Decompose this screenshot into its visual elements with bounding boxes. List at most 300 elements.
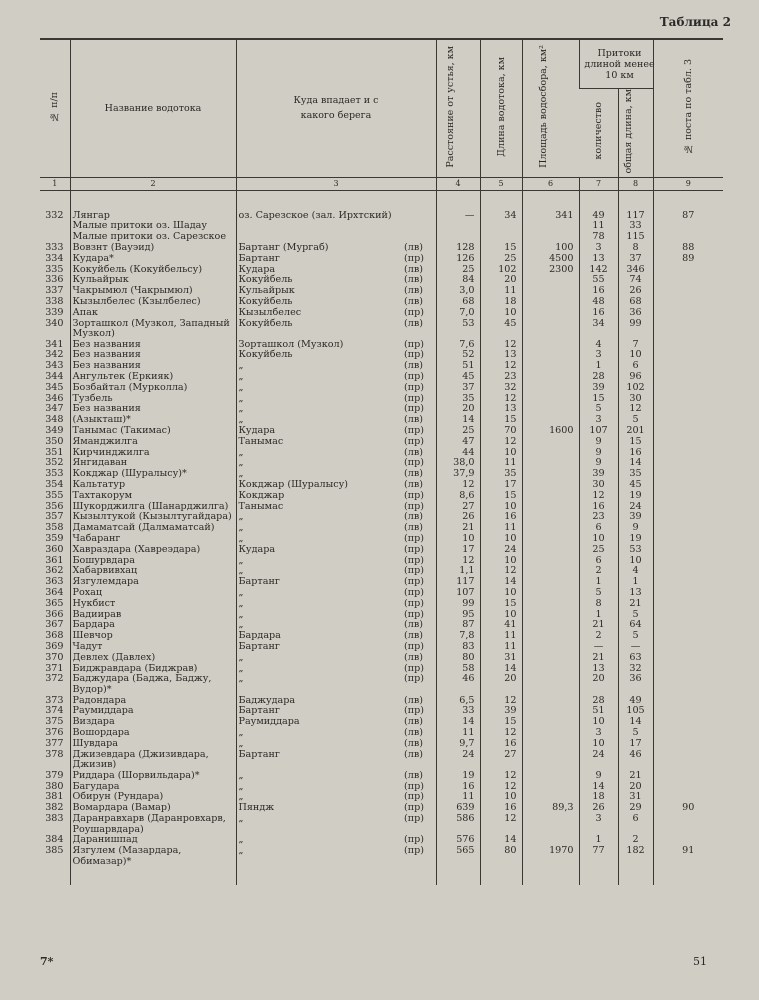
basin-area [522, 491, 579, 502]
river-name: Кокджар (Шуралысу)* [70, 469, 236, 480]
basin-area [522, 319, 579, 340]
tributary-length: 49 [618, 696, 653, 707]
basin-area [522, 221, 579, 232]
river-name: Кокуйбель (Кокуйбельсу) [70, 265, 236, 276]
table-row [40, 383, 723, 394]
bank-side: (пр) [404, 802, 425, 814]
table-row [40, 653, 723, 664]
distance-from-mouth: 21 [436, 523, 480, 534]
row-number: 361 [45, 554, 64, 566]
river-name: Тахтакорум [70, 491, 236, 502]
tributary-count: 10 [579, 739, 618, 750]
row-number: 357 [45, 511, 64, 523]
row-number: 373 [45, 694, 64, 706]
river-name: Риддара (Шорвильдара)* [70, 771, 236, 782]
table-row [40, 404, 723, 415]
tributary-length: 68 [618, 297, 653, 308]
river-name: Чакрымюл (Чакрымюл) [70, 286, 236, 297]
post-number [653, 297, 723, 308]
table-row [40, 599, 723, 610]
tributary-length: 64 [618, 620, 653, 631]
mouth-river: Бартанг [236, 642, 404, 653]
row-number: 380 [45, 780, 64, 792]
mouth-river: Бартанг [236, 254, 404, 265]
mouth-river: Кокуйбель [236, 275, 404, 286]
tributary-count: 23 [579, 512, 618, 523]
river-length: 15 [480, 243, 522, 254]
tributary-length: 7 [618, 340, 653, 351]
table-body [40, 190, 723, 885]
tributary-length: 10 [618, 556, 653, 567]
tributary-length: 29 [618, 803, 653, 814]
colnum-3: 3 [236, 177, 436, 190]
mouth-river: „ [236, 523, 404, 534]
tributary-count: 3 [579, 415, 618, 426]
basin-area [522, 556, 579, 567]
river-length: 10 [480, 556, 522, 567]
tributary-count: 2 [579, 631, 618, 642]
mouth-river: Бардара [236, 631, 404, 642]
post-number [653, 566, 723, 577]
post-number [653, 782, 723, 793]
mouth-river: Кульайрык [236, 286, 404, 297]
basin-area [522, 566, 579, 577]
distance-from-mouth: 1,1 [436, 566, 480, 577]
table-row [40, 566, 723, 577]
bank-side: (пр) [404, 554, 425, 566]
distance-from-mouth: 44 [436, 448, 480, 459]
basin-area [522, 480, 579, 491]
distance-from-mouth: 58 [436, 664, 480, 675]
basin-area [522, 275, 579, 286]
basin-area [522, 361, 579, 372]
tributary-count: 9 [579, 448, 618, 459]
colnum-8: 8 [618, 177, 653, 190]
row-number: 362 [45, 565, 64, 577]
distance-from-mouth: 7,8 [436, 631, 480, 642]
river-length: 12 [480, 814, 522, 835]
basin-area [522, 717, 579, 728]
basin-area: 4500 [522, 254, 579, 265]
tributary-count: 13 [579, 664, 618, 675]
row-number: 341 [45, 338, 64, 350]
bank-side: (лв) [404, 468, 423, 480]
mouth-river: „ [236, 448, 404, 459]
mouth-river [236, 221, 404, 232]
table-row [40, 717, 723, 728]
post-number [653, 415, 723, 426]
colnum-5: 5 [480, 177, 522, 190]
basin-area [522, 706, 579, 717]
row-number: 378 [45, 748, 64, 760]
tributary-count: 34 [579, 319, 618, 340]
tributary-length: 20 [618, 782, 653, 793]
river-length: 27 [480, 750, 522, 771]
river-length: 10 [480, 610, 522, 621]
table-row [40, 545, 723, 556]
distance-from-mouth: 83 [436, 642, 480, 653]
post-number [653, 350, 723, 361]
river-name: Кызылбелес (Кзылбелес) [70, 297, 236, 308]
mouth-river: Кокджар [236, 491, 404, 502]
tributary-length: 21 [618, 771, 653, 782]
tributary-length: 37 [618, 254, 653, 265]
bank-side [404, 221, 436, 232]
bank-side: (лв) [404, 630, 423, 642]
header-post: № поста по табл. 3 [653, 39, 723, 177]
colnum-9: 9 [653, 177, 723, 190]
mouth-river: „ [236, 653, 404, 664]
distance-from-mouth: 95 [436, 610, 480, 621]
river-name: Лянгар [70, 211, 236, 222]
basin-area [522, 308, 579, 319]
row-number: 356 [45, 500, 64, 512]
row-number: 385 [45, 844, 64, 856]
distance-from-mouth: 8,6 [436, 491, 480, 502]
basin-area: 2300 [522, 265, 579, 276]
row-number: 333 [45, 241, 64, 253]
post-number: 91 [653, 846, 723, 867]
distance-from-mouth: 87 [436, 620, 480, 631]
post-number [653, 404, 723, 415]
row-number: 343 [45, 360, 64, 372]
distance-from-mouth: 84 [436, 275, 480, 286]
bank-side: (пр) [404, 533, 425, 545]
bank-side: (лв) [404, 241, 423, 253]
header-mouth: Куда впадает и с какого берега [236, 39, 436, 177]
river-name: Шевчор [70, 631, 236, 642]
tributary-length: 346 [618, 265, 653, 276]
basin-area: 341 [522, 211, 579, 222]
row-number: 369 [45, 641, 64, 652]
table-row [40, 620, 723, 631]
table-row [40, 448, 723, 459]
mouth-river: „ [236, 664, 404, 675]
distance-from-mouth: 47 [436, 437, 480, 448]
river-name: Джизевдара (Джизивдара, Джизив) [70, 750, 236, 771]
tributary-count: 49 [579, 211, 618, 222]
river-length: 10 [480, 588, 522, 599]
signature-mark: 7* [40, 955, 54, 968]
header-length: Длина водотока, км [480, 39, 522, 177]
river-name: Ангультек (Еркияк) [70, 372, 236, 383]
row-number: 367 [45, 619, 64, 631]
row-number: 345 [45, 381, 64, 393]
river-name: Хабарвивхац [70, 566, 236, 577]
post-number [653, 642, 723, 653]
tributary-length: 14 [618, 717, 653, 728]
river-name: Радондара [70, 696, 236, 707]
bank-side: (лв) [404, 263, 423, 275]
colnum-7: 7 [579, 177, 618, 190]
basin-area [522, 814, 579, 835]
distance-from-mouth: 99 [436, 599, 480, 610]
table-row [40, 696, 723, 707]
table-row [40, 243, 723, 254]
mouth-river: оз. Сарезское (зал. Ирхтский) [236, 211, 404, 222]
tributary-count: 6 [579, 556, 618, 567]
river-name: Янгидаван [70, 458, 236, 469]
tributary-length: 19 [618, 534, 653, 545]
tributary-length: 19 [618, 491, 653, 502]
bank-side: (пр) [404, 306, 425, 318]
bank-side: (пр) [404, 662, 425, 674]
river-name: Даранравхарв (Даранровхарв, Роушарвдара) [70, 814, 236, 835]
colnum-2: 2 [70, 177, 236, 190]
mouth-river: „ [236, 372, 404, 383]
mouth-river: Кудара [236, 426, 404, 437]
river-length: 12 [480, 394, 522, 405]
row-number: 364 [45, 587, 64, 599]
tributary-length: 53 [618, 545, 653, 556]
header-area: Площадь водосбора, км² [522, 39, 579, 177]
tributary-count: 26 [579, 803, 618, 814]
post-number [653, 739, 723, 750]
post-number [653, 653, 723, 664]
row-number: 377 [45, 737, 64, 749]
tributary-count: 1 [579, 835, 618, 846]
distance-from-mouth: 586 [436, 814, 480, 835]
mouth-river: Бартанг [236, 750, 404, 771]
river-length: 23 [480, 372, 522, 383]
post-number [653, 502, 723, 513]
tributary-count: 24 [579, 750, 618, 771]
row-number: 381 [45, 791, 64, 803]
mouth-river: „ [236, 383, 404, 394]
distance-from-mouth: 565 [436, 846, 480, 867]
post-number [653, 512, 723, 523]
basin-area [522, 610, 579, 621]
tributary-length: 32 [618, 664, 653, 675]
mouth-river: „ [236, 599, 404, 610]
post-number [653, 340, 723, 351]
tributary-count: 55 [579, 275, 618, 286]
distance-from-mouth: 9,7 [436, 739, 480, 750]
river-length: 11 [480, 631, 522, 642]
river-name: Вомардара (Вамар) [70, 803, 236, 814]
tributary-length: 21 [618, 599, 653, 610]
table-row [40, 426, 723, 437]
mouth-river: Кокуйбель [236, 350, 404, 361]
river-length: 11 [480, 286, 522, 297]
distance-from-mouth: 68 [436, 297, 480, 308]
basin-area [522, 739, 579, 750]
tributary-length: 26 [618, 286, 653, 297]
mouth-river: „ [236, 739, 404, 750]
tributary-length: 12 [618, 404, 653, 415]
mouth-river: Пяндж [236, 803, 404, 814]
basin-area [522, 728, 579, 739]
river-name: Виздара [70, 717, 236, 728]
mouth-river: Зорташкол (Музкол) [236, 340, 404, 351]
tributary-length: 33 [618, 221, 653, 232]
post-number [653, 750, 723, 771]
mouth-river: „ [236, 792, 404, 803]
post-number [653, 426, 723, 437]
tributary-count: 5 [579, 588, 618, 599]
river-name: Кирчинджилга [70, 448, 236, 459]
river-name: Вадиирав [70, 610, 236, 621]
river-length: 12 [480, 437, 522, 448]
tributary-count: 78 [579, 232, 618, 243]
tributary-length: — [618, 642, 653, 653]
bank-side: (пр) [404, 425, 425, 437]
post-number [653, 771, 723, 782]
table-row [40, 846, 723, 867]
distance-from-mouth: 3,0 [436, 286, 480, 297]
row-number: 370 [45, 651, 64, 663]
distance-from-mouth: 33 [436, 706, 480, 717]
tributary-length: 6 [618, 361, 653, 372]
post-number [653, 523, 723, 534]
basin-area [522, 750, 579, 771]
basin-area [522, 620, 579, 631]
distance-from-mouth: 14 [436, 415, 480, 426]
basin-area [522, 404, 579, 415]
bank-side: (лв) [404, 360, 423, 372]
row-number: 337 [45, 285, 64, 297]
mouth-river: Танымас [236, 437, 404, 448]
distance-from-mouth: 37,9 [436, 469, 480, 480]
post-number: 89 [653, 254, 723, 265]
basin-area [522, 448, 579, 459]
river-length: 15 [480, 415, 522, 426]
basin-area [522, 577, 579, 588]
row-number: 353 [45, 468, 64, 480]
table-row [40, 469, 723, 480]
river-length: 20 [480, 275, 522, 286]
table-row [40, 739, 723, 750]
mouth-river: „ [236, 469, 404, 480]
basin-area: 89,3 [522, 803, 579, 814]
bank-side: (лв) [404, 769, 423, 781]
mouth-river: „ [236, 846, 404, 867]
row-number: 348 [45, 414, 64, 426]
post-number [653, 610, 723, 621]
bank-side [404, 211, 436, 222]
post-number [653, 588, 723, 599]
river-name: Дамаматсай (Далмаматсай) [70, 523, 236, 534]
tributary-length: 5 [618, 415, 653, 426]
post-number [653, 265, 723, 276]
post-number [653, 706, 723, 717]
distance-from-mouth: 576 [436, 835, 480, 846]
row-number: 340 [45, 317, 64, 329]
river-name: Баджудара (Баджа, Баджу, Вудор)* [70, 674, 236, 695]
row-number: 346 [45, 392, 64, 404]
tributary-length: 201 [618, 426, 653, 437]
river-length: 10 [480, 792, 522, 803]
river-length: 14 [480, 577, 522, 588]
river-name: Без названия [70, 404, 236, 415]
post-number [653, 674, 723, 695]
tributary-count: 1 [579, 577, 618, 588]
tributary-count: 12 [579, 491, 618, 502]
tributary-count: 2 [579, 566, 618, 577]
basin-area [522, 286, 579, 297]
tributary-length: 39 [618, 512, 653, 523]
river-name: Малые притоки оз. Шадау [70, 221, 236, 232]
bank-side: (пр) [404, 371, 425, 383]
tributary-length: 46 [618, 750, 653, 771]
table-row [40, 728, 723, 739]
distance-from-mouth: 52 [436, 350, 480, 361]
mouth-river: „ [236, 556, 404, 567]
distance-from-mouth: 27 [436, 502, 480, 513]
row-number: 371 [45, 662, 64, 674]
bank-side: (лв) [404, 317, 423, 329]
river-length: 31 [480, 653, 522, 664]
basin-area [522, 534, 579, 545]
mouth-river: Раумиддара [236, 717, 404, 728]
post-number [653, 696, 723, 707]
mouth-river: „ [236, 620, 404, 631]
row-number: 382 [45, 802, 64, 814]
distance-from-mouth: 37 [436, 383, 480, 394]
distance-from-mouth: 7,0 [436, 308, 480, 319]
distance-from-mouth: 7,6 [436, 340, 480, 351]
mouth-river: Баджудара [236, 696, 404, 707]
bank-side: (пр) [404, 812, 425, 824]
bank-side: (пр) [404, 403, 425, 415]
basin-area [522, 350, 579, 361]
row-number: 383 [45, 812, 64, 824]
river-name: Вошордара [70, 728, 236, 739]
bank-side: (пр) [404, 543, 425, 555]
basin-area [522, 523, 579, 534]
distance-from-mouth: 117 [436, 577, 480, 588]
river-name: Даранишпад [70, 835, 236, 846]
river-length: 12 [480, 728, 522, 739]
row-number: 349 [45, 425, 64, 437]
river-name: Шувдара [70, 739, 236, 750]
river-length [480, 221, 522, 232]
tributary-length: 5 [618, 631, 653, 642]
bank-side: (лв) [404, 274, 423, 286]
river-length: 20 [480, 674, 522, 695]
header-distance: Расстояние от устья, км [436, 39, 480, 177]
distance-from-mouth: 19 [436, 771, 480, 782]
tributary-count: 51 [579, 706, 618, 717]
bank-side: (пр) [404, 597, 425, 609]
tributary-length: 105 [618, 706, 653, 717]
post-number: 90 [653, 803, 723, 814]
river-name: Без названия [70, 361, 236, 372]
post-number [653, 308, 723, 319]
bank-side: (лв) [404, 716, 423, 728]
bank-side: (пр) [404, 641, 425, 652]
table-row [40, 577, 723, 588]
distance-from-mouth: 20 [436, 404, 480, 415]
table-row [40, 394, 723, 405]
mouth-river: Танымас [236, 502, 404, 513]
river-length: 39 [480, 706, 522, 717]
tributary-length: 35 [618, 469, 653, 480]
river-name: Малые притоки оз. Сарезское [70, 232, 236, 243]
tributary-count: 1 [579, 610, 618, 621]
tributary-length: 36 [618, 308, 653, 319]
tributary-count: 16 [579, 502, 618, 513]
table-row [40, 631, 723, 642]
bank-side: (лв) [404, 511, 423, 523]
mouth-river: „ [236, 512, 404, 523]
river-length: 41 [480, 620, 522, 631]
tributary-length: 14 [618, 458, 653, 469]
river-name: Бошурвдара [70, 556, 236, 567]
row-number: 334 [45, 252, 64, 264]
colnum-6: 6 [522, 177, 579, 190]
bank-side: (лв) [404, 479, 423, 491]
